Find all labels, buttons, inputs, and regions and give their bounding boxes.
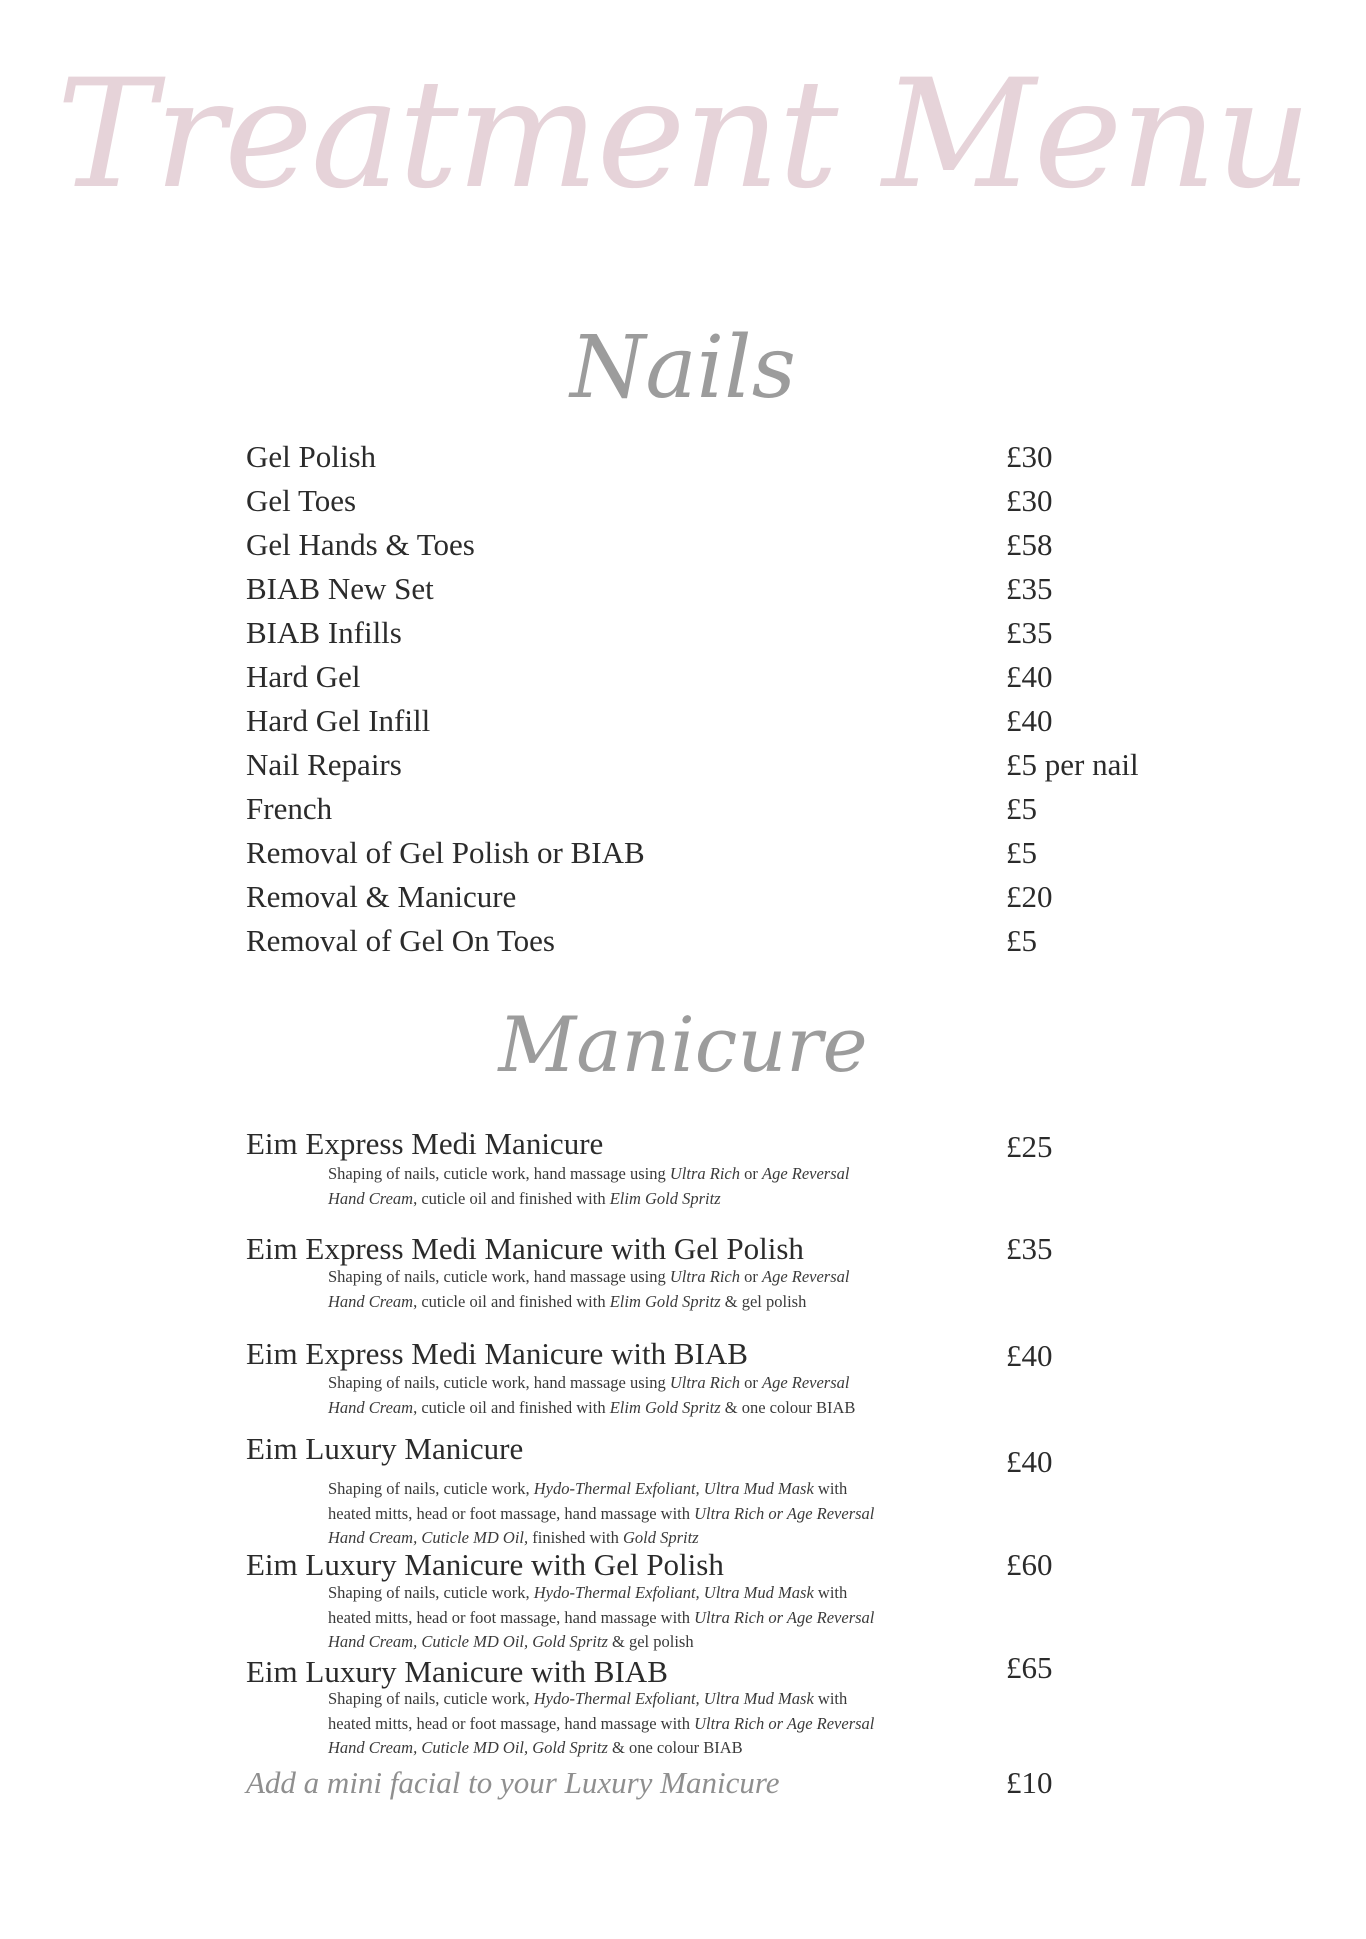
description-text: or <box>739 1373 762 1392</box>
description-text: Shaping of nails, cuticle work, <box>328 1583 534 1602</box>
description-text: Shaping of nails, cuticle work, hand massage using <box>328 1164 670 1183</box>
nail-item <box>246 613 1146 653</box>
nail-item-price: £5 <box>1006 835 1037 870</box>
product-name: Ultra Rich or Age Reversal Hand Cream, Cuticle MD Oil, Gold Spritz <box>328 1713 875 1757</box>
nail-item-name: Nail Repairs <box>246 747 402 782</box>
mini-facial-addon-price: £10 <box>1006 1765 1053 1800</box>
nail-item <box>246 877 1146 917</box>
description-text: Shaping of nails, cuticle work, hand massage using <box>328 1267 670 1286</box>
nail-item <box>246 657 1146 697</box>
nails-heading: Nails <box>570 318 796 418</box>
description-text: finished with <box>528 1528 623 1547</box>
nail-item <box>246 921 1146 961</box>
description-text: with heated mitts, head or foot massage, hand massage with <box>328 1583 848 1627</box>
description-text: , cuticle oil and finished with <box>413 1291 610 1311</box>
manicure-item-name: Eim Express Medi Manicure <box>246 1126 604 1161</box>
nail-item <box>246 569 1146 609</box>
product-name: Ultra Rich or Age Reversal Hand Cream, Cuticle MD Oil, Gold Spritz <box>328 1607 875 1651</box>
nail-item-name: French <box>246 791 333 826</box>
manicure-item-description <box>328 1265 888 1314</box>
product-name: Hydo-Thermal Exfoliant, Ultra Mud Mask <box>533 1583 814 1602</box>
nail-item-price: £40 <box>1006 703 1053 738</box>
manicure-item-price: £40 <box>1006 1338 1053 1373</box>
nail-item-name: BIAB Infills <box>246 615 402 650</box>
manicure-item-name: Eim Luxury Manicure <box>246 1431 524 1466</box>
product-name: Age Reversal Hand Cream <box>328 1373 850 1417</box>
product-name: Elim Gold Spritz <box>609 1397 721 1417</box>
product-name: Ultra Rich <box>669 1267 740 1286</box>
nail-item-name: BIAB New Set <box>246 571 434 606</box>
description-text: & gel polish <box>607 1632 694 1651</box>
description-text: , cuticle oil and finished with <box>413 1397 610 1417</box>
manicure-item-name: Eim Express Medi Manicure with BIAB <box>246 1336 748 1371</box>
manicure-item-price: £40 <box>1006 1444 1053 1479</box>
nail-item-name: Hard Gel <box>246 659 361 694</box>
menu-title: Treatment Menu <box>56 48 1310 222</box>
nail-item-name: Removal of Gel On Toes <box>246 923 555 958</box>
manicure-item-description <box>328 1477 888 1551</box>
nail-item <box>246 789 1146 829</box>
product-name: Ultra Rich or Age Reversal Hand Cream, Cuticle MD Oil, <box>328 1503 875 1547</box>
manicure-item-price: £25 <box>1006 1129 1053 1164</box>
product-name: Elim Gold Spritz <box>609 1291 721 1311</box>
description-text: or <box>739 1267 762 1286</box>
nail-item-name: Removal & Manicure <box>246 879 517 914</box>
manicure-item-description <box>328 1162 888 1211</box>
description-text: with heated mitts, head or foot massage, hand massage with <box>328 1689 848 1733</box>
nail-item-price: £30 <box>1006 439 1053 474</box>
nail-item <box>246 481 1146 521</box>
product-name: Elim Gold Spritz <box>609 1188 721 1208</box>
description-text: or <box>739 1164 762 1183</box>
description-text: , cuticle oil and finished with <box>413 1188 610 1208</box>
manicure-item-price: £65 <box>1006 1650 1053 1685</box>
manicure-item-price: £35 <box>1006 1231 1053 1266</box>
manicure-item-description <box>328 1371 888 1420</box>
nail-item-name: Gel Toes <box>246 483 357 518</box>
nail-item <box>246 745 1146 785</box>
manicure-item-price: £60 <box>1006 1547 1053 1582</box>
nail-item-name: Hard Gel Infill <box>246 703 431 738</box>
nail-item-name: Gel Hands & Toes <box>246 527 475 562</box>
product-name: Ultra Rich <box>669 1164 740 1183</box>
description-text: Shaping of nails, cuticle work, <box>328 1479 534 1498</box>
nail-item-price: £35 <box>1006 615 1053 650</box>
description-text: & gel polish <box>720 1291 807 1311</box>
description-text: with heated mitts, head or foot massage, hand massage with <box>328 1479 848 1523</box>
nail-item <box>246 525 1146 565</box>
product-name: Hydo-Thermal Exfoliant, Ultra Mud Mask <box>533 1689 814 1708</box>
manicure-item-name: Eim Express Medi Manicure with Gel Polish <box>246 1231 804 1266</box>
mini-facial-addon: Add a mini facial to your Luxury Manicure <box>246 1765 780 1800</box>
nail-item <box>246 833 1146 873</box>
description-text: & one colour BIAB <box>720 1397 856 1417</box>
description-text: Shaping of nails, cuticle work, hand massage using <box>328 1373 670 1392</box>
nail-item-price: £30 <box>1006 483 1053 518</box>
manicure-item-description <box>328 1687 888 1761</box>
nail-item-price: £5 per nail <box>1006 747 1139 782</box>
nail-item-price: £5 <box>1006 791 1037 826</box>
product-name: Gold Spritz <box>623 1528 699 1547</box>
manicure-item-description <box>328 1581 888 1655</box>
manicure-heading: Manicure <box>498 1000 868 1089</box>
product-name: Hydo-Thermal Exfoliant, Ultra Mud Mask <box>533 1479 814 1498</box>
nail-item-name: Removal of Gel Polish or BIAB <box>246 835 645 870</box>
nail-item <box>246 437 1146 477</box>
manicure-item-name: Eim Luxury Manicure with Gel Polish <box>246 1547 724 1582</box>
nail-item-price: £5 <box>1006 923 1037 958</box>
nail-item-price: £40 <box>1006 659 1053 694</box>
nail-item-price: £35 <box>1006 571 1053 606</box>
nail-item-name: Gel Polish <box>246 439 377 474</box>
description-text: Shaping of nails, cuticle work, <box>328 1689 534 1708</box>
product-name: Age Reversal Hand Cream <box>328 1164 850 1208</box>
manicure-item-name: Eim Luxury Manicure with BIAB <box>246 1654 668 1689</box>
nail-item-price: £58 <box>1006 527 1053 562</box>
product-name: Age Reversal Hand Cream <box>328 1267 850 1311</box>
nail-item-price: £20 <box>1006 879 1053 914</box>
product-name: Ultra Rich <box>669 1373 740 1392</box>
description-text: & one colour BIAB <box>607 1738 743 1757</box>
nail-item <box>246 701 1146 741</box>
